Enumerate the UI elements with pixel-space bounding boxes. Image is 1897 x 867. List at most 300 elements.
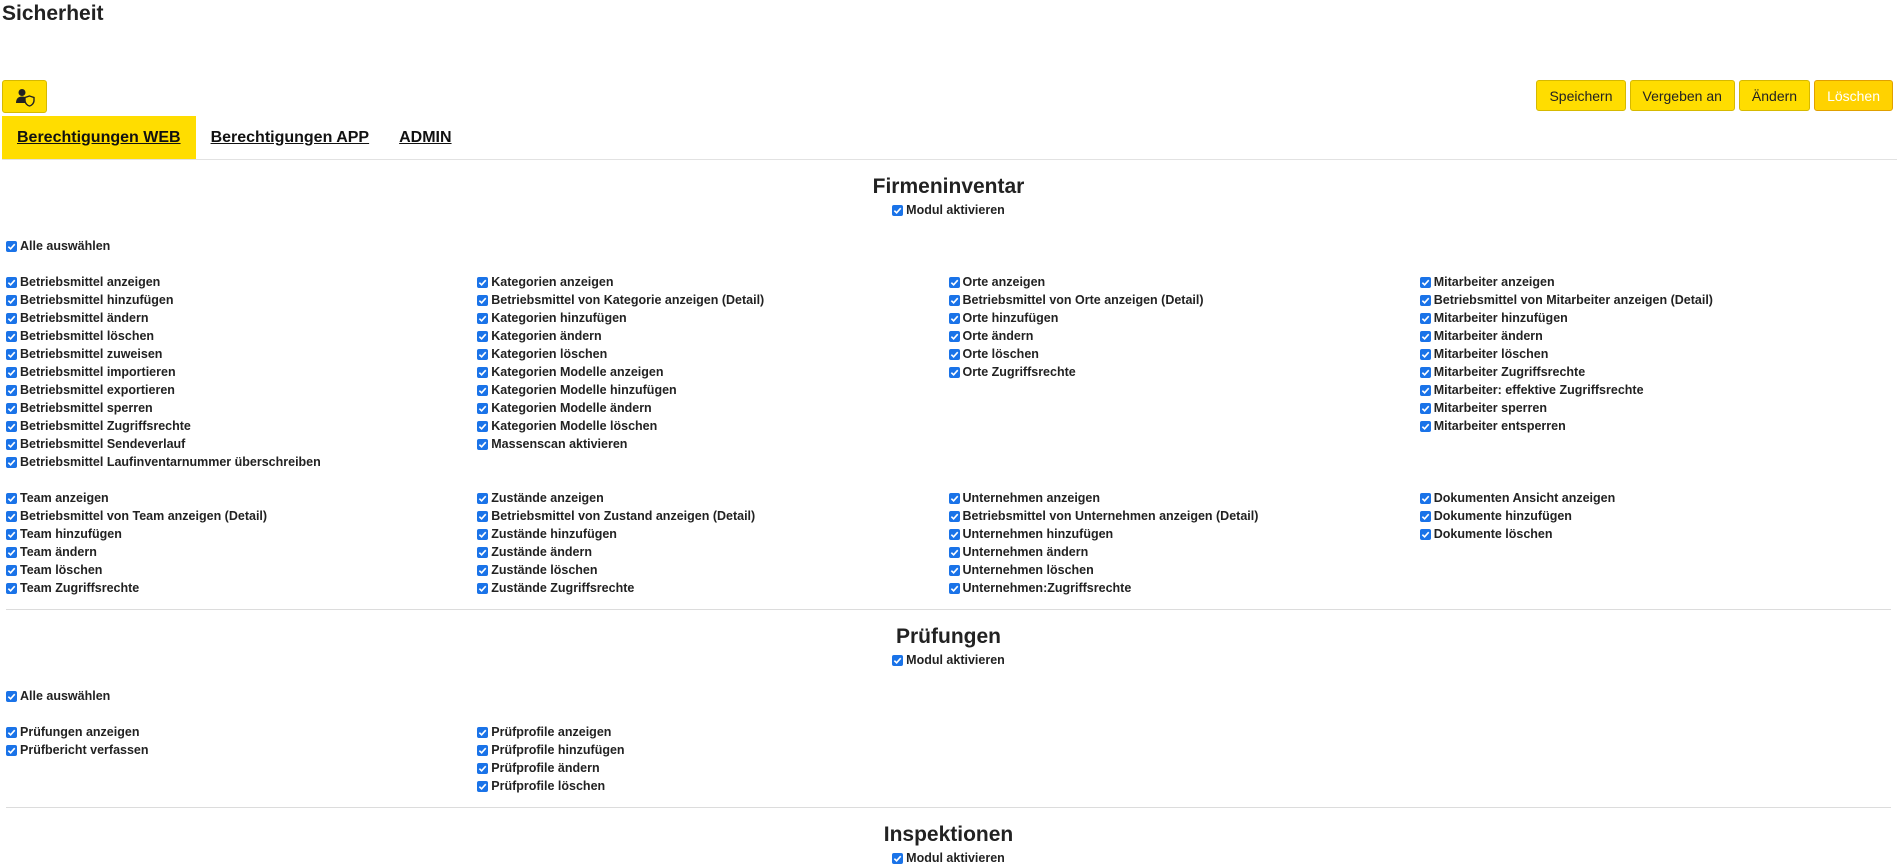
- permission-checkbox[interactable]: [6, 579, 477, 597]
- toolbar: [1536, 80, 1893, 111]
- checkbox-label: Team hinzufügen: [20, 527, 122, 541]
- checkmark-icon: [478, 782, 487, 791]
- checkbox-checked[interactable]: [477, 439, 488, 450]
- checkbox-checked[interactable]: [477, 313, 488, 324]
- checkmark-icon: [7, 728, 16, 737]
- checkmark-icon: [478, 746, 487, 755]
- checkbox-checked[interactable]: [6, 529, 17, 540]
- checkbox-checked[interactable]: [949, 295, 960, 306]
- checkbox-label: Mitarbeiter: effektive Zugriffsrechte: [1433, 383, 1644, 397]
- checkbox-label: Team anzeigen: [20, 491, 109, 505]
- checkmark-icon: [478, 386, 487, 395]
- permission-checkbox[interactable]: [6, 561, 477, 579]
- checkbox-checked[interactable]: [6, 457, 17, 468]
- checkbox-label: Kategorien anzeigen: [491, 275, 614, 289]
- checkbox-label: Zustände Zugriffsrechte: [491, 581, 635, 595]
- checkbox-label: Orte Zugriffsrechte: [962, 365, 1076, 379]
- checkmark-icon: [478, 314, 487, 323]
- checkbox-checked[interactable]: [949, 529, 960, 540]
- assign-to-button[interactable]: Vergeben an: [1630, 80, 1735, 111]
- checkmark-icon: [1421, 386, 1430, 395]
- checkbox-label: Alle auswählen: [20, 689, 111, 703]
- permission-column: [1420, 273, 1891, 471]
- checkmark-icon: [950, 584, 959, 593]
- checkmark-icon: [950, 296, 959, 305]
- checkbox-label: Betriebsmittel von Unternehmen anzeigen (Detail): [962, 509, 1259, 523]
- checkmark-icon: [478, 440, 487, 449]
- checkbox-label: Kategorien löschen: [491, 347, 608, 361]
- checkmark-icon: [478, 764, 487, 773]
- checkbox-checked[interactable]: [477, 727, 488, 738]
- checkmark-icon: [7, 746, 16, 755]
- checkbox-checked[interactable]: [6, 277, 17, 288]
- checkbox-checked[interactable]: [6, 439, 17, 450]
- checkmark-icon: [7, 566, 16, 575]
- checkbox-label: Prüfprofile ändern: [491, 761, 600, 775]
- tab-permissions-app[interactable]: Berechtigungen APP: [210, 128, 370, 146]
- checkbox-label: Team ändern: [20, 545, 97, 559]
- checkbox-checked[interactable]: [1420, 313, 1431, 324]
- checkbox-label: Zustände hinzufügen: [491, 527, 617, 541]
- section-title: Inspektionen: [883, 823, 1014, 846]
- permission-section: [6, 175, 1891, 610]
- module-activate-checkbox[interactable]: [892, 651, 1005, 669]
- checkmark-icon: [1421, 512, 1430, 521]
- save-button[interactable]: Speichern: [1536, 80, 1625, 111]
- checkmark-icon: [1421, 422, 1430, 431]
- checkmark-icon: [1421, 314, 1430, 323]
- tab-permissions-web[interactable]: Berechtigungen WEB: [2, 116, 196, 159]
- checkbox-label: Unternehmen ändern: [962, 545, 1089, 559]
- permission-checkbox[interactable]: [1420, 525, 1891, 543]
- checkbox-label: Kategorien Modelle ändern: [491, 401, 652, 415]
- permission-checkbox[interactable]: [1420, 309, 1891, 327]
- checkbox-checked[interactable]: [949, 277, 960, 288]
- checkmark-icon: [7, 350, 16, 359]
- checkbox-checked[interactable]: [6, 367, 17, 378]
- checkmark-icon: [950, 512, 959, 521]
- checkmark-icon: [7, 494, 16, 503]
- checkbox-checked[interactable]: [6, 241, 17, 252]
- checkmark-icon: [478, 296, 487, 305]
- permission-checkbox[interactable]: [6, 273, 477, 291]
- checkmark-icon: [7, 368, 16, 377]
- permission-checkbox[interactable]: [949, 543, 1420, 561]
- section-divider: [6, 807, 1891, 808]
- permission-checkbox[interactable]: [1420, 273, 1891, 291]
- checkmark-icon: [7, 296, 16, 305]
- permission-checkbox[interactable]: [6, 381, 477, 399]
- checkmark-icon: [478, 728, 487, 737]
- checkmark-icon: [950, 278, 959, 287]
- checkbox-checked[interactable]: [6, 349, 17, 360]
- checkbox-checked[interactable]: [949, 583, 960, 594]
- permission-checkbox[interactable]: [6, 417, 477, 435]
- checkbox-checked[interactable]: [477, 511, 488, 522]
- checkbox-checked[interactable]: [1420, 493, 1431, 504]
- checkbox-checked[interactable]: [1420, 349, 1431, 360]
- module-activate-checkbox[interactable]: [892, 201, 1005, 219]
- checkbox-checked[interactable]: [1420, 403, 1431, 414]
- checkbox-label: Betriebsmittel Sendeverlauf: [20, 437, 186, 451]
- checkmark-icon: [893, 854, 902, 863]
- checkbox-label: Kategorien hinzufügen: [491, 311, 627, 325]
- checkbox-label: Orte ändern: [962, 329, 1034, 343]
- permission-checkbox[interactable]: [477, 381, 948, 399]
- permission-checkbox[interactable]: [1420, 489, 1891, 507]
- checkmark-icon: [1421, 278, 1430, 287]
- checkmark-icon: [7, 242, 16, 251]
- permission-checkbox[interactable]: [477, 291, 948, 309]
- checkmark-icon: [7, 278, 16, 287]
- permission-checkbox[interactable]: [949, 525, 1420, 543]
- checkmark-icon: [950, 530, 959, 539]
- checkmark-icon: [893, 206, 902, 215]
- permission-checkbox[interactable]: [949, 345, 1420, 363]
- checkbox-checked[interactable]: [477, 529, 488, 540]
- checkbox-checked[interactable]: [6, 691, 17, 702]
- checkbox-checked[interactable]: [477, 583, 488, 594]
- permission-section: [6, 625, 1891, 808]
- permission-checkbox[interactable]: [6, 363, 477, 381]
- checkbox-label: Prüfprofile anzeigen: [491, 725, 612, 739]
- tab-bar: [2, 116, 1897, 160]
- permission-checkbox[interactable]: [477, 507, 948, 525]
- checkmark-icon: [950, 494, 959, 503]
- checkbox-checked[interactable]: [6, 511, 17, 522]
- permission-column: [1420, 489, 1891, 597]
- checkbox-label: Unternehmen hinzufügen: [962, 527, 1114, 541]
- checkmark-icon: [478, 278, 487, 287]
- checkmark-icon: [7, 458, 16, 467]
- module-toggle-row: [6, 201, 1891, 219]
- checkmark-icon: [950, 350, 959, 359]
- permission-checkbox[interactable]: [949, 561, 1420, 579]
- checkbox-checked[interactable]: [6, 727, 17, 738]
- permission-checkbox[interactable]: [949, 489, 1420, 507]
- checkmark-icon: [7, 386, 16, 395]
- permission-section: [6, 823, 1891, 867]
- checkbox-checked[interactable]: [477, 781, 488, 792]
- permission-column: [1420, 723, 1891, 795]
- checkbox-label: Kategorien Modelle löschen: [491, 419, 658, 433]
- checkbox-label: Kategorien Modelle hinzufügen: [491, 383, 677, 397]
- checkbox-label: Betriebsmittel von Orte anzeigen (Detail): [962, 293, 1204, 307]
- checkmark-icon: [478, 404, 487, 413]
- checkmark-icon: [7, 440, 16, 449]
- permission-column: [949, 273, 1420, 471]
- select-all-checkbox[interactable]: [6, 237, 1891, 255]
- checkbox-checked[interactable]: [892, 853, 903, 864]
- select-all-checkbox[interactable]: [6, 687, 1891, 705]
- checkbox-label: Zustände ändern: [491, 545, 592, 559]
- permission-checkbox[interactable]: [477, 579, 948, 597]
- permission-checkbox[interactable]: [1420, 291, 1891, 309]
- checkbox-checked[interactable]: [949, 331, 960, 342]
- permission-checkbox[interactable]: [6, 741, 477, 759]
- permission-checkbox[interactable]: [6, 723, 477, 741]
- checkbox-label: Mitarbeiter ändern: [1433, 329, 1543, 343]
- checkmark-icon: [950, 332, 959, 341]
- permission-checkbox[interactable]: [1420, 507, 1891, 525]
- checkmark-icon: [7, 314, 16, 323]
- permission-checkbox[interactable]: [949, 363, 1420, 381]
- section-title: Prüfungen: [896, 625, 1001, 648]
- checkbox-label: Prüfprofile löschen: [491, 779, 606, 793]
- permission-checkbox[interactable]: [477, 561, 948, 579]
- permission-checkbox[interactable]: [949, 579, 1420, 597]
- checkmark-icon: [7, 332, 16, 341]
- permission-checkbox[interactable]: [949, 327, 1420, 345]
- checkbox-checked[interactable]: [1420, 331, 1431, 342]
- permission-checkbox[interactable]: [949, 291, 1420, 309]
- checkbox-label: Kategorien ändern: [491, 329, 602, 343]
- permission-checkbox[interactable]: [6, 291, 477, 309]
- permission-checkbox[interactable]: [1420, 345, 1891, 363]
- checkbox-label: Dokumenten Ansicht anzeigen: [1433, 491, 1616, 505]
- permission-checkbox[interactable]: [1420, 399, 1891, 417]
- section-divider: [6, 609, 1891, 610]
- checkbox-label: Betriebsmittel sperren: [20, 401, 153, 415]
- checkbox-checked[interactable]: [949, 313, 960, 324]
- checkbox-label: Zustände anzeigen: [491, 491, 604, 505]
- permission-checkbox[interactable]: [1420, 417, 1891, 435]
- permission-checkbox[interactable]: [6, 345, 477, 363]
- permission-grid: [6, 489, 1891, 597]
- permission-checkbox[interactable]: [477, 525, 948, 543]
- permission-column: [477, 723, 948, 795]
- permission-column: [949, 489, 1420, 597]
- checkmark-icon: [893, 656, 902, 665]
- permission-column: [477, 273, 948, 471]
- checkbox-checked[interactable]: [949, 547, 960, 558]
- permission-checkbox[interactable]: [6, 399, 477, 417]
- permission-checkbox[interactable]: [6, 543, 477, 561]
- permission-checkbox[interactable]: [477, 543, 948, 561]
- user-shield-icon: [15, 87, 35, 107]
- checkmark-icon: [1421, 350, 1430, 359]
- checkmark-icon: [7, 530, 16, 539]
- checkbox-label: Orte anzeigen: [962, 275, 1046, 289]
- checkbox-label: Betriebsmittel hinzufügen: [20, 293, 174, 307]
- checkbox-label: Betriebsmittel von Team anzeigen (Detail): [20, 509, 268, 523]
- module-activate-checkbox[interactable]: [892, 849, 1005, 867]
- checkmark-icon: [478, 332, 487, 341]
- checkbox-checked[interactable]: [1420, 367, 1431, 378]
- checkbox-label: Prüfprofile hinzufügen: [491, 743, 625, 757]
- permission-checkbox[interactable]: [1420, 363, 1891, 381]
- checkbox-label: Modul aktivieren: [906, 203, 1005, 217]
- checkbox-label: Modul aktivieren: [906, 653, 1005, 667]
- checkbox-checked[interactable]: [477, 295, 488, 306]
- checkbox-label: Orte hinzufügen: [962, 311, 1059, 325]
- permission-checkbox[interactable]: [477, 273, 948, 291]
- checkbox-label: Dokumente hinzufügen: [1433, 509, 1572, 523]
- checkmark-icon: [478, 512, 487, 521]
- permission-checkbox[interactable]: [949, 273, 1420, 291]
- checkbox-checked[interactable]: [6, 547, 17, 558]
- checkbox-label: Mitarbeiter löschen: [1433, 347, 1549, 361]
- checkbox-label: Betriebsmittel ändern: [20, 311, 149, 325]
- checkmark-icon: [7, 548, 16, 557]
- checkbox-label: Alle auswählen: [20, 239, 111, 253]
- checkbox-checked[interactable]: [6, 745, 17, 756]
- permission-column: [6, 723, 477, 795]
- permission-checkbox[interactable]: [6, 309, 477, 327]
- checkmark-icon: [1421, 404, 1430, 413]
- checkbox-label: Betriebsmittel von Kategorie anzeigen (Detail): [491, 293, 765, 307]
- checkbox-checked[interactable]: [949, 565, 960, 576]
- checkmark-icon: [478, 548, 487, 557]
- checkmark-icon: [1421, 368, 1430, 377]
- checkbox-checked[interactable]: [6, 421, 17, 432]
- checkbox-checked[interactable]: [477, 277, 488, 288]
- checkbox-label: Betriebsmittel von Zustand anzeigen (Detail): [491, 509, 756, 523]
- checkmark-icon: [478, 584, 487, 593]
- permission-checkbox[interactable]: [6, 507, 477, 525]
- permission-checkbox[interactable]: [1420, 327, 1891, 345]
- checkbox-label: Prüfbericht verfassen: [20, 743, 149, 757]
- checkbox-label: Team löschen: [20, 563, 103, 577]
- checkbox-label: Unternehmen löschen: [962, 563, 1094, 577]
- permission-checkbox[interactable]: [6, 435, 477, 453]
- module-toggle-row: [6, 849, 1891, 867]
- checkbox-checked[interactable]: [477, 403, 488, 414]
- checkbox-checked[interactable]: [892, 655, 903, 666]
- checkmark-icon: [7, 512, 16, 521]
- checkbox-checked[interactable]: [1420, 295, 1431, 306]
- checkbox-checked[interactable]: [477, 745, 488, 756]
- checkbox-label: Betriebsmittel löschen: [20, 329, 155, 343]
- checkmark-icon: [478, 530, 487, 539]
- edit-button[interactable]: Ändern: [1739, 80, 1810, 111]
- checkbox-checked[interactable]: [1420, 421, 1431, 432]
- checkbox-checked[interactable]: [477, 385, 488, 396]
- permission-checkbox[interactable]: [949, 309, 1420, 327]
- checkbox-label: Mitarbeiter hinzufügen: [1433, 311, 1568, 325]
- permission-column: [6, 273, 477, 471]
- tab-admin[interactable]: ADMIN: [399, 128, 452, 146]
- permission-checkbox[interactable]: [477, 741, 948, 759]
- permission-grid: [6, 723, 1891, 795]
- checkbox-checked[interactable]: [477, 493, 488, 504]
- checkbox-label: Betriebsmittel anzeigen: [20, 275, 161, 289]
- checkbox-checked[interactable]: [477, 367, 488, 378]
- page-title: Sicherheit: [2, 2, 104, 25]
- checkbox-label: Modul aktivieren: [906, 851, 1005, 865]
- checkbox-checked[interactable]: [6, 331, 17, 342]
- checkbox-checked[interactable]: [6, 583, 17, 594]
- permission-column: [6, 489, 477, 597]
- permission-checkbox[interactable]: [1420, 381, 1891, 399]
- checkbox-label: Orte löschen: [962, 347, 1039, 361]
- checkbox-checked[interactable]: [949, 349, 960, 360]
- checkbox-checked[interactable]: [477, 547, 488, 558]
- checkmark-icon: [950, 548, 959, 557]
- checkbox-checked[interactable]: [6, 493, 17, 504]
- permission-checkbox[interactable]: [477, 759, 948, 777]
- permission-checkbox[interactable]: [6, 453, 477, 471]
- checkbox-label: Dokumente löschen: [1433, 527, 1553, 541]
- checkbox-checked[interactable]: [6, 385, 17, 396]
- checkbox-label: Unternehmen anzeigen: [962, 491, 1101, 505]
- checkmark-icon: [1421, 494, 1430, 503]
- permission-checkbox[interactable]: [477, 777, 948, 795]
- checkbox-label: Mitarbeiter sperren: [1433, 401, 1547, 415]
- checkbox-checked[interactable]: [6, 565, 17, 576]
- checkbox-label: Betriebsmittel Laufinventarnummer überschreiben: [20, 455, 321, 469]
- permission-checkbox[interactable]: [949, 507, 1420, 525]
- checkbox-checked[interactable]: [477, 763, 488, 774]
- delete-button[interactable]: Löschen: [1814, 80, 1893, 111]
- checkbox-checked[interactable]: [477, 331, 488, 342]
- permission-checkbox[interactable]: [477, 489, 948, 507]
- checkbox-checked[interactable]: [949, 511, 960, 522]
- checkmark-icon: [478, 422, 487, 431]
- checkmark-icon: [950, 566, 959, 575]
- permission-checkbox[interactable]: [6, 327, 477, 345]
- permission-checkbox[interactable]: [477, 363, 948, 381]
- assign-user-button[interactable]: [2, 80, 47, 113]
- permissions-content: [6, 160, 1891, 867]
- checkbox-label: Team Zugriffsrechte: [20, 581, 140, 595]
- checkbox-checked[interactable]: [1420, 277, 1431, 288]
- permission-grid: [6, 273, 1891, 471]
- permission-checkbox[interactable]: [477, 309, 948, 327]
- checkbox-label: Mitarbeiter Zugriffsrechte: [1433, 365, 1586, 379]
- checkmark-icon: [1421, 296, 1430, 305]
- checkbox-label: Zustände löschen: [491, 563, 598, 577]
- checkbox-label: Betriebsmittel exportieren: [20, 383, 175, 397]
- checkbox-checked[interactable]: [1420, 529, 1431, 540]
- checkmark-icon: [478, 368, 487, 377]
- checkbox-checked[interactable]: [477, 421, 488, 432]
- permission-checkbox[interactable]: [6, 525, 477, 543]
- checkmark-icon: [1421, 332, 1430, 341]
- permission-checkbox[interactable]: [477, 417, 948, 435]
- permission-checkbox[interactable]: [477, 399, 948, 417]
- permission-checkbox[interactable]: [477, 327, 948, 345]
- checkbox-label: Betriebsmittel von Mitarbeiter anzeigen (Detail): [1433, 293, 1713, 307]
- checkbox-checked[interactable]: [477, 349, 488, 360]
- checkmark-icon: [478, 566, 487, 575]
- permission-checkbox[interactable]: [477, 723, 948, 741]
- checkbox-label: Betriebsmittel importieren: [20, 365, 176, 379]
- checkbox-checked[interactable]: [477, 565, 488, 576]
- checkbox-checked[interactable]: [6, 295, 17, 306]
- checkmark-icon: [950, 368, 959, 377]
- checkbox-checked[interactable]: [1420, 511, 1431, 522]
- permission-checkbox[interactable]: [477, 345, 948, 363]
- checkmark-icon: [7, 584, 16, 593]
- checkbox-label: Prüfungen anzeigen: [20, 725, 140, 739]
- checkbox-checked[interactable]: [6, 313, 17, 324]
- checkmark-icon: [7, 422, 16, 431]
- section-title: Firmeninventar: [872, 175, 1025, 198]
- checkmark-icon: [7, 692, 16, 701]
- permission-checkbox[interactable]: [477, 435, 948, 453]
- permission-column: [949, 723, 1420, 795]
- checkmark-icon: [1421, 530, 1430, 539]
- checkbox-checked[interactable]: [6, 403, 17, 414]
- checkbox-checked[interactable]: [949, 367, 960, 378]
- checkbox-checked[interactable]: [949, 493, 960, 504]
- permission-checkbox[interactable]: [6, 489, 477, 507]
- checkbox-checked[interactable]: [892, 205, 903, 216]
- module-toggle-row: [6, 651, 1891, 669]
- checkbox-checked[interactable]: [1420, 385, 1431, 396]
- checkbox-label: Mitarbeiter entsperren: [1433, 419, 1566, 433]
